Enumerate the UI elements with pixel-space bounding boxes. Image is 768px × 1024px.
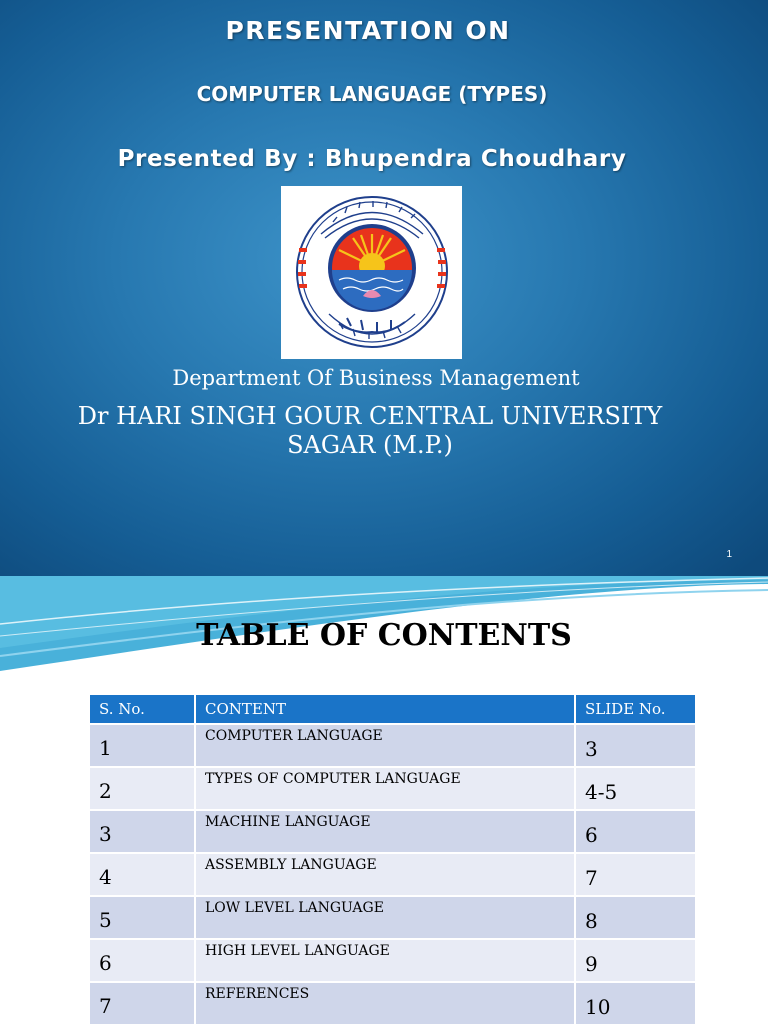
cell-slide-no: 6 <box>575 810 696 853</box>
table-row <box>89 767 696 810</box>
university-seal-logo-icon <box>281 186 462 359</box>
toc-slide <box>0 576 768 1024</box>
presentation-subtitle: COMPUTER LANGUAGE (TYPES) <box>196 82 548 106</box>
presenter-name: Presented By : Bhupendra Choudhary <box>117 146 627 172</box>
cell-slide-no: 3 <box>575 724 696 767</box>
header-sno: S. No. <box>89 694 195 724</box>
cell-slide-no: 8 <box>575 896 696 939</box>
table-row <box>89 724 696 767</box>
table-header-row <box>89 694 696 724</box>
table-row <box>89 939 696 982</box>
slide-number: 1 <box>726 549 732 560</box>
cell-sno: 3 <box>89 810 195 853</box>
toc-title: TABLE OF CONTENTS <box>196 618 572 653</box>
cell-slide-no: 4-5 <box>575 767 696 810</box>
table-row <box>89 896 696 939</box>
cell-content: ASSEMBLY LANGUAGE <box>195 853 575 896</box>
presentation-title: PRESENTATION ON <box>225 16 511 45</box>
table-row <box>89 982 696 1024</box>
university-logo <box>281 186 462 359</box>
cell-slide-no: 7 <box>575 853 696 896</box>
cell-content: HIGH LEVEL LANGUAGE <box>195 939 575 982</box>
header-content: CONTENT <box>195 694 575 724</box>
department-name: Department Of Business Management <box>172 366 580 390</box>
cell-content: LOW LEVEL LANGUAGE <box>195 896 575 939</box>
university-line-2: SAGAR (M.P.) <box>287 431 453 459</box>
cell-content: COMPUTER LANGUAGE <box>195 724 575 767</box>
header-slide-no: SLIDE No. <box>575 694 696 724</box>
cell-sno: 2 <box>89 767 195 810</box>
table-row <box>89 853 696 896</box>
cell-slide-no: 10 <box>575 982 696 1024</box>
toc-table <box>88 693 697 1024</box>
table-row <box>89 810 696 853</box>
cell-content: TYPES OF COMPUTER LANGUAGE <box>195 767 575 810</box>
cell-content: MACHINE LANGUAGE <box>195 810 575 853</box>
cell-sno: 5 <box>89 896 195 939</box>
cell-slide-no: 9 <box>575 939 696 982</box>
cell-content: REFERENCES <box>195 982 575 1024</box>
university-name <box>60 402 680 460</box>
cell-sno: 7 <box>89 982 195 1024</box>
cell-sno: 6 <box>89 939 195 982</box>
cell-sno: 4 <box>89 853 195 896</box>
cell-sno: 1 <box>89 724 195 767</box>
university-line-1: Dr HARI SINGH GOUR CENTRAL UNIVERSITY <box>77 402 663 430</box>
